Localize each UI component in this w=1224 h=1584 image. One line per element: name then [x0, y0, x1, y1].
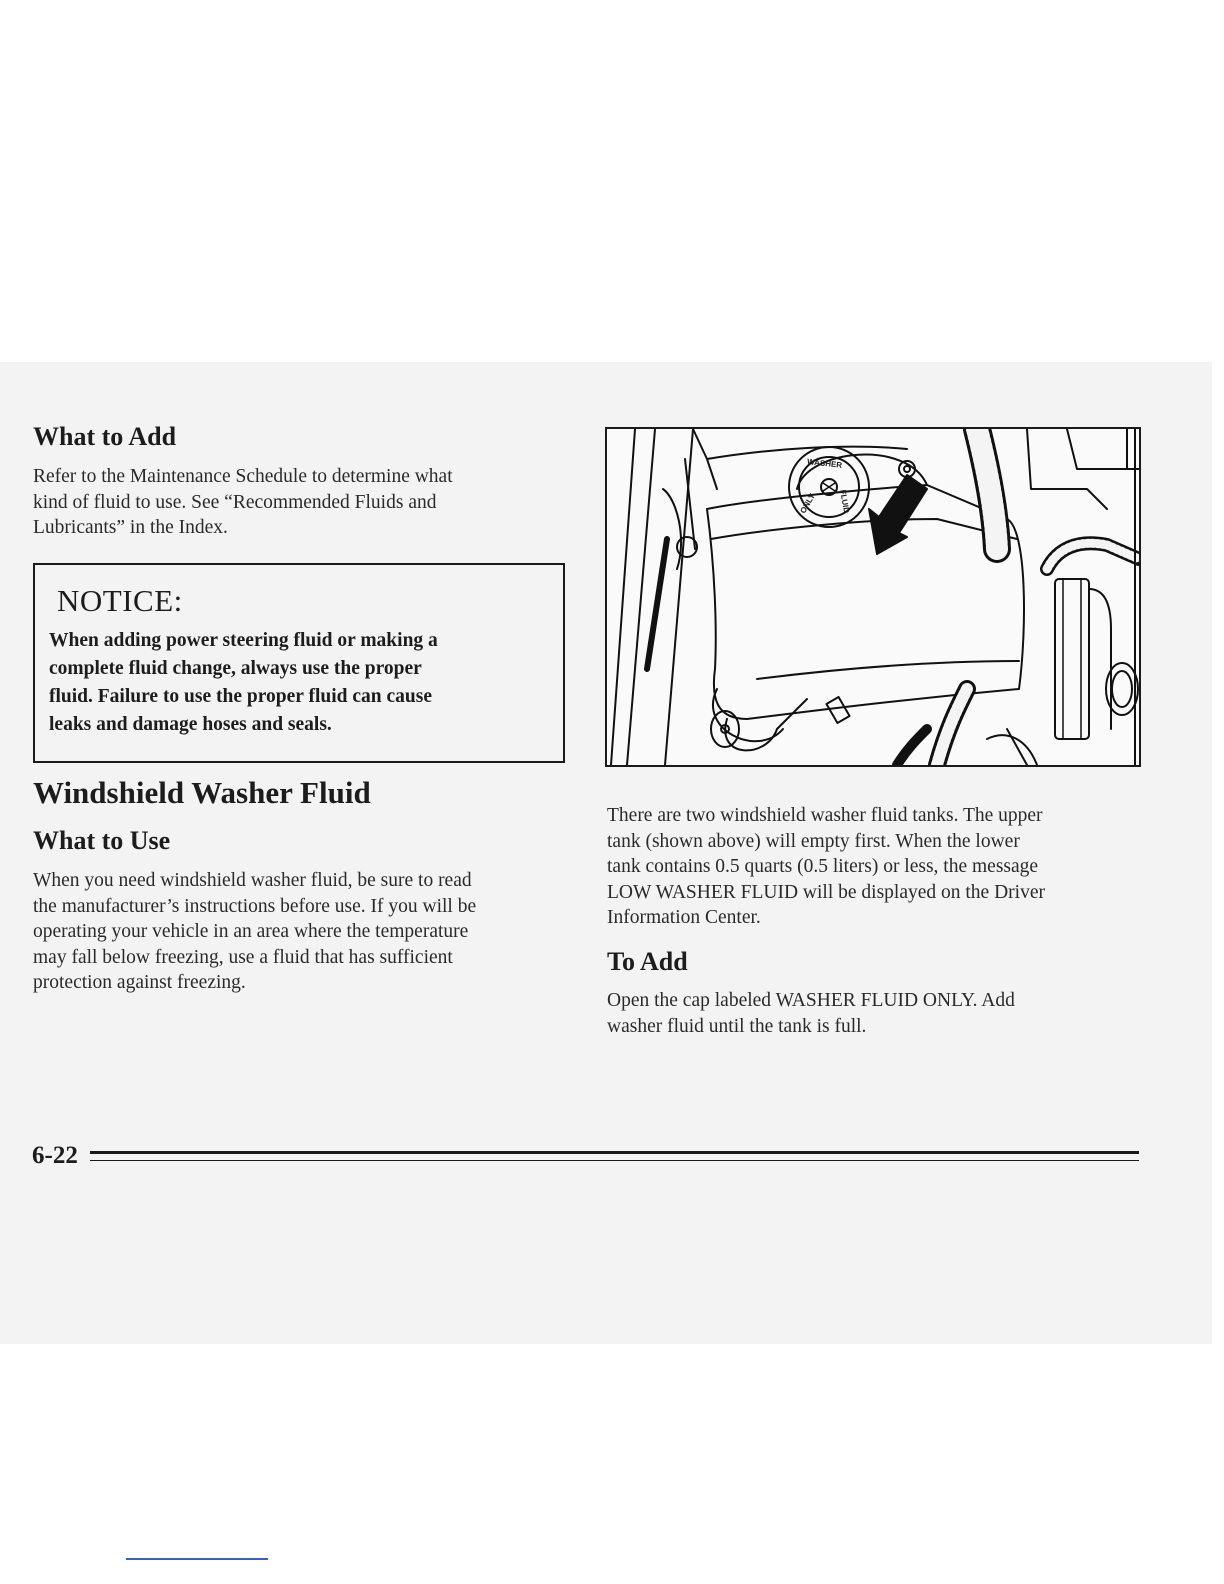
paragraph-line: protection against freezing. [33, 972, 246, 993]
to-add-heading: To Add [607, 947, 688, 976]
paragraph-line: There are two windshield washer fluid tanks. The upper [607, 805, 1043, 826]
notice-line: complete fluid change, always use the proper [49, 658, 422, 679]
paragraph-line: may fall below freezing, use a fluid that has sufficient [33, 946, 453, 968]
paragraph-line: the manufacturer’s instructions before use. If you will be [33, 895, 477, 917]
paragraph-line: When you need windshield washer fluid, be sure to read [33, 870, 472, 891]
notice-line: When adding power steering fluid or making a [49, 630, 438, 651]
notice-title: NOTICE: [57, 583, 183, 618]
section-title: Windshield Washer Fluid [33, 775, 371, 810]
what-to-use-paragraph [33, 868, 476, 996]
paragraph-line: Open the cap labeled WASHER FLUID ONLY. Add [607, 990, 1015, 1011]
what-to-add-heading: What to Add [33, 422, 177, 451]
notice-box [33, 563, 565, 763]
page-number: 6-22 [32, 1142, 78, 1169]
underline-mark [126, 1558, 268, 1560]
paragraph-line: Lubricants” in the Index. [33, 517, 228, 538]
what-to-use-heading: What to Use [33, 826, 171, 855]
cap-label-right: FLUID [838, 489, 852, 514]
paragraph-line: LOW WASHER FLUID will be displayed on the Driver [607, 881, 1045, 903]
paragraph-line: tank (shown above) will empty first. When the lower [607, 830, 1020, 852]
paragraph-line: washer fluid until the tank is full. [607, 1015, 867, 1037]
to-add-paragraph [607, 988, 1015, 1039]
cap-label-top: WASHER [806, 457, 843, 470]
paragraph-line: kind of fluid to use. See “Recommended Fluids and [33, 491, 437, 513]
what-to-add-paragraph [33, 464, 453, 541]
paragraph-line: Refer to the Maintenance Schedule to determine what [33, 466, 453, 487]
footer-rule-thin [90, 1160, 1139, 1161]
paragraph-line: operating your vehicle in an area where the temperature [33, 921, 469, 942]
tanks-paragraph [607, 803, 1045, 931]
paragraph-line: Information Center. [607, 907, 761, 928]
notice-line: leaks and damage hoses and seals. [49, 714, 332, 735]
cap-label-left: ONLY [798, 491, 818, 516]
paragraph-line: tank contains 0.5 quarts (0.5 liters) or less, the message [607, 856, 1039, 877]
notice-text [49, 627, 549, 739]
footer-rule-thick [90, 1151, 1139, 1154]
washer-reservoir-illustration [605, 427, 1141, 767]
notice-line: fluid. Failure to use the proper fluid can cause [49, 686, 432, 707]
